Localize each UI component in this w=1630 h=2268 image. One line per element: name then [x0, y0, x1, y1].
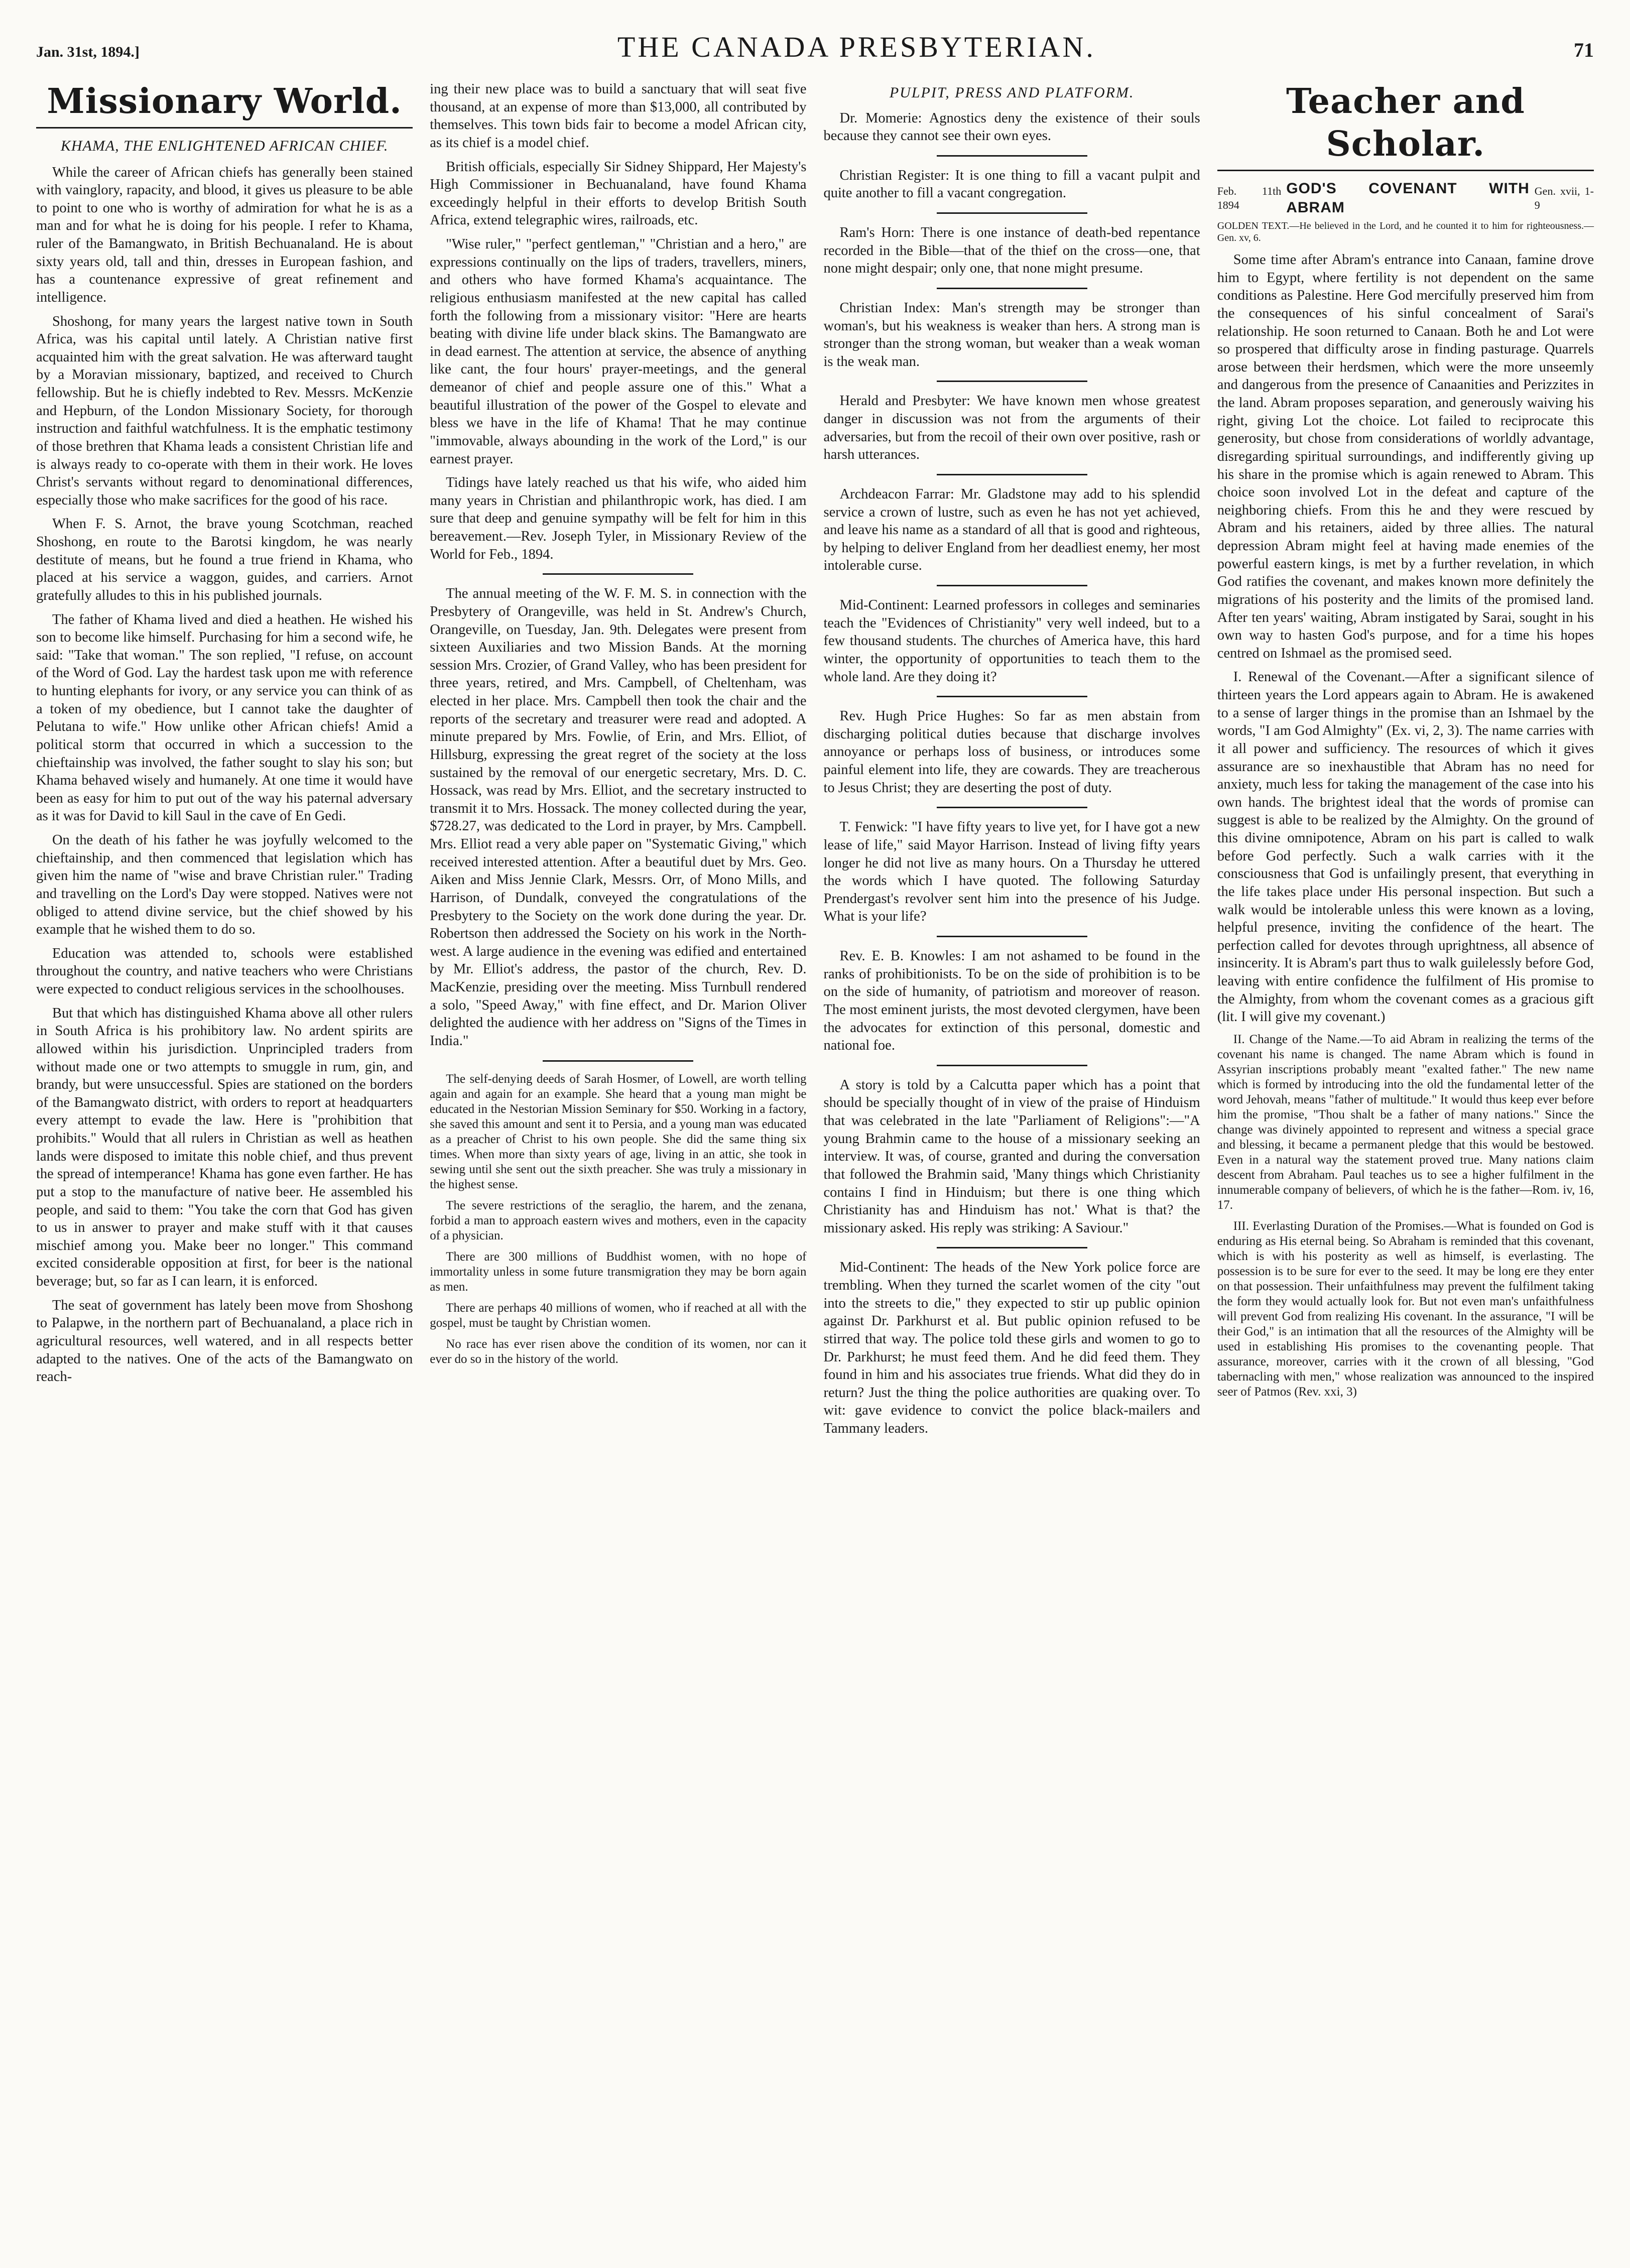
page-number: 71: [1574, 39, 1594, 61]
quote-item: Herald and Presbyter: We have known men whose greatest danger in discussion was not from the arguments of their adversaries, but from the recoil of their own over positive, rash or harsh utterances.: [823, 393, 1200, 463]
lesson-paragraph: I. Renewal of the Covenant.—After a significant silence of thirteen years the Lord appears again to Abram. He is awakened to a sense of larger things in the promise than an Ishmael by the words, "I am God Almighty" (Ex. vi, 2, 3). The name carries with it all power and sufficiency. The resources of which it gives assurance are so inexhaustible that Abram has no need for anxiety, much less for taking the management of the case into his own hands. The brightest ideal that the words of promise can suggest is able to be realized by the Almighty. On the ground of this divine omnipotence, Abram on his part is called to walk before God perfectly. Such a walk carries with it the consciousness that God is unfailingly present, that everything in the life takes place under His personal inspection. But such a walk would be intolerable unless this were known as a loving, helpful presence, inviting the confidence of the heart. The perfection called for devotes through uprightness, all absence of insincerity. It is Abram's part thus to walk guilelessly before God, leaving with entire confidence the fulfilment of His promise to the Almighty, from whom the covenant comes as a gracious gift (lit. I will give my covenant.): [1217, 669, 1594, 1025]
quote-item: Christian Register: It is one thing to fill a vacant pulpit and quite another to fill a vacant congregation.: [823, 167, 1200, 201]
article-paragraph: The self-denying deeds of Sarah Hosmer, of Lowell, are worth telling again and again for an example. She heard that a young man might be educated in the Nestorian Mission Seminary for $50. Working in a factory, she saved this amount and sent it to Persia, and a young man was educated as a preacher of Christ to his own people. She did the same thing six times. When more than sixty years of age, living in an attic, she took in sewing until she sent out the sixth preacher. She was truly a missionary in the highest sense.: [430, 1072, 807, 1191]
lesson-paragraph: II. Change of the Name.—To aid Abram in realizing the terms of the covenant his name is changed. The name Abram which is found in Assyrian inscriptions probably meant "exalted father." The new name which is formed by introducing into the old the fundamental letter of the word Jehovah, means "father of multitude." It would thus keep ever before him the promise, "Thou shalt be a father of many nations." Since the change was divinely appointed to represent and witness a special grace and blessing, it became a permanent pledge that this would be bestowed. Even in a natural way the statement proved true. Many nations claim descent from Abraham. Paul teaches us to see a higher fulfilment in the innumerable company of believers, of which he is the father—Rom. iv, 16, 17.: [1217, 1032, 1594, 1212]
section-heading-pulpit: PULPIT, PRESS AND PLATFORM.: [889, 84, 1135, 101]
divider: [36, 127, 413, 129]
column-teacher-and-scholar: [1217, 80, 1594, 1444]
article-paragraph: Education was attended to, schools were established throughout the country, and native teachers who were Christians were expected to conduct religious services in the schoolhouses.: [36, 945, 413, 997]
masthead: THE CANADA PRESBYTERIAN.: [617, 31, 1096, 63]
section-title-teacher-scholar: Teacher and Scholar.: [1286, 81, 1525, 164]
section-title-missionary-world: Missionary World.: [47, 81, 402, 121]
divider: [543, 1060, 693, 1062]
divider: [1217, 170, 1594, 171]
quote-item: Christian Index: Man's strength may be stronger than woman's, but his weakness is weaker than hers. A strong man is stronger than the strong woman, but weaker than a weak woman is the weak man.: [823, 300, 1200, 369]
divider: [937, 288, 1087, 289]
article-paragraph: ing their new place was to build a sanctuary that will seat five thousand, at an expense of more than $13,000, all contributed by themselves. This town bids fair to become a model African city, as its chief is a model chief.: [430, 81, 807, 151]
divider: [937, 1065, 1087, 1066]
divider: [937, 696, 1087, 697]
divider: [937, 474, 1087, 475]
article-paragraph: But that which has distinguished Khama above all other rulers in South Africa is his prohibitory law. No ardent spirits are allowed within his jurisdiction. Unprincipled traders from without made one or two attempts to smuggle in rum, gin, and brandy, but were unsuccessful. Spies are stationed on the borders of the Bamangwato district, with orders to report at headquarters every attempt to evade the law. Here is "prohibition that prohibits." Would that all rulers in Christian as well as heathen lands were disposed to imitate this noble chief, and thus prevent the spread of intemperance! Khama has gone even farther. He has put a stop to the manufacture of native beer. He assembled his people, and said to them: "You take the corn that God has given to us in answer to prayer and make stuff with it that causes mischief among you. Make beer no longer." This command excited considerable opposition at first, for beer is the national beverage; but, so far as I can learn, it is enforced.: [36, 1005, 413, 1289]
column-missionary-continued: [430, 80, 806, 1444]
quote-item: A story is told by a Calcutta paper which has a point that should be specially thought of in view of the praise of Hinduism that was celebrated in the late "Parliament of Religions":—"A young Brahmin came to the house of a missionary seeking an interview. It was, of course, granted and during the conversation that followed the Brahmin said, 'Many things which Christianity contains I find in Hinduism; but there is one thing which Christianity has and Hinduism has not.' What is that? the missionary asked. His reply was striking: A Saviour.": [823, 1077, 1200, 1236]
quote-item: Rev. Hugh Price Hughes: So far as men abstain from discharging political duties because that discharge involves annoyance or perhaps loss of business, or introduces some painful element into life, they are cowards. They are treacherous to Jesus Christ; they are deserting the post of duty.: [823, 708, 1200, 796]
quote-item: Dr. Momerie: Agnostics deny the existence of their souls because they cannot see their own eyes.: [823, 110, 1200, 144]
quote-item: Archdeacon Farrar: Mr. Gladstone may add to his splendid service a crown of lustre, such as even he has not yet achieved, and leave his name as a standard of all that is good and righteous, by helping to deliver England from her deadliest enemy, her most intolerable curse.: [823, 486, 1200, 574]
divider: [937, 936, 1087, 937]
article-paragraph: The seat of government has lately been move from Shoshong to Palapwe, in the northern part of Bechuanaland, a place rich in agricultural resources, well watered, and in all respects better adapted to the natives. One of the acts of the Bamangwato on reach-: [36, 1297, 413, 1385]
divider: [937, 807, 1087, 808]
quote-item: Mid-Continent: Learned professors in colleges and seminaries teach the "Evidences of Christianity" very well indeed, but to a few thousand students. The churches of America have, this hard winter, the opportunity of opportunities to teach them to the whole land. Are they doing it?: [823, 597, 1200, 685]
article-paragraph: The father of Khama lived and died a heathen. He wished his son to become like himself. Purchasing for him a second wife, he said: "Take that woman." The son replied, "I refuse, on account of the Word of God. Lay the hardest task upon me with reference to hunting elephants for ivory, or any service you can think of as a token of my obedience, but I cannot take the daughter of Pelutana to wife." How unlike other African chiefs! Amid a political storm that occurred in which a succession to the chieftainship was involved, the father sought to slay his son; but Khama behaved wisely and humanely. At one time it would have been as easy for him to put out of the way his paternal adversary as it was for David to kill Saul in the cave of En Gedi.: [36, 611, 413, 824]
divider: [937, 585, 1087, 586]
article-paragraph: When F. S. Arnot, the brave young Scotchman, reached Shoshong, en route to the Barotsi kingdom, he was nearly destitute of means, but he found a true friend in Khama, who placed at his service a waggon, guides, and carriers. Arnot gratefully alludes to this in his published journals.: [36, 516, 413, 603]
divider: [543, 573, 693, 575]
article-paragraph: "Wise ruler," "perfect gentleman," "Christian and a hero," are expressions continually on the lips of traders, travellers, miners, and others who have formed Khama's acquaintance. The religious enthusiasm manifested at the new capital has called forth the following from a missionary visitor: "Here are hearts beating with divine life under black skins. The Bamangwato are in dead earnest. The attention at service, the absence of anything like cant, the four hours' prayer-meetings, and the general demeanor of chief and people assure one of this." What a beautiful illustration of the power of the Gospel to elevate and bless we have in the life of Khama! That he may continue "immovable, always abounding in the work of the Lord," is our earnest prayer.: [430, 236, 807, 467]
article-paragraph: British officials, especially Sir Sidney Shippard, Her Majesty's High Commissioner in Bechuanaland, have found Khama exceedingly helpful in their efforts to develop British South Africa, extend telegraphic wires, railroads, etc.: [430, 159, 807, 228]
article-paragraph: The severe restrictions of the seraglio, the harem, and the zenana, forbid a man to approach eastern wives and mothers, even in the capacity of a physician.: [430, 1198, 807, 1242]
article-headline: KHAMA, THE ENLIGHTENED AFRICAN CHIEF.: [60, 138, 389, 154]
lesson-reference: Gen. xvii, 1-9: [1534, 185, 1594, 211]
lesson-header: [1217, 179, 1594, 217]
lesson-paragraph: Some time after Abram's entrance into Canaan, famine drove him to Egypt, where fertility is not dependent on the same conditions as Palestine. Here God mercifully preserved him from the consequences of his sinful concealment of Sarai's relationship. He soon returned to Canaan. Both he and Lot were so prospered that difficulty arose in finding pasturage. Quarrels arose between their herdsmen, which were the more unseemly and dangerous from the presence of Canaanities and Perizzites in the land. Abram proposes separation, and generously waiving his right, giving Lot the choice. Lot failed to reciprocate this generosity, but chose from considerations of worldly advantage, disregarding spiritual surroundings, and indifferently giving up his share in the promise which is again renewed to Abram. This choice soon involved Lot in the defeat and capture of the neighboring chiefs. From this he and they were rescued by Abram and his retainers, aided by three allies. The natural depression Abram might feel at having made enemies of the powerful eastern kings, is met by a further revelation, in which God ratifies the covenant, and makes known more definitely the migrations of his posterity and the limits of the promised land. After ten years' waiting, Abram instigated by Sarai, sought in his own way to hasten God's purpose, and for a time his hopes centred on Ishmael as the promised seed.: [1217, 252, 1594, 661]
divider: [937, 381, 1087, 382]
column-missionary-world: [36, 80, 413, 1444]
quote-item: Ram's Horn: There is one instance of death-bed repentance recorded in the Bible—that of the thief on the cross—one, that none might despair; only one, that none might presume.: [823, 225, 1200, 277]
article-paragraph: While the career of African chiefs has generally been stained with vainglory, rapacity, and blood, it gives us pleasure to be able to point to one who is worthy of admiration for what he is as a man and for what he is doing for his people. I refer to Khama, ruler of the Bamangwato, in British Bechuanaland. He is about sixty years old, tall and thin, dresses in European fashion, and has a countenance expressive of great refinement and intelligence.: [36, 164, 413, 305]
article-paragraph: No race has ever risen above the condition of its women, nor can it ever do so in the history of the world.: [430, 1337, 807, 1366]
lesson-title: GOD'S COVENANT WITH ABRAM: [1286, 180, 1530, 216]
issue-date: Jan. 31st, 1894.]: [36, 44, 140, 60]
article-paragraph: Shoshong, for many years the largest native town in South Africa, was his capital until lately. A Christian native first acquainted him with the great salvation. He was afterward taught by a Moravian missionary, baptized, and received to Church fellowship. But he is chiefly indebted to Rev. Messrs. McKenzie and Hepburn, of the London Missionary Society, for thorough instruction and faithful watchfulness. It is the emphatic testimony of those brethren that Khama leads a consistent Christian life and is always ready to co-operate with them in their work. He loves Christ's servants without regard to denominational differences, especially those who make sacrifices for the good of his race.: [36, 313, 413, 508]
divider: [937, 212, 1087, 214]
divider: [937, 155, 1087, 157]
lesson-date: Feb. 11th 1894: [1217, 185, 1282, 211]
article-paragraph: There are perhaps 40 millions of women, who if reached at all with the gospel, must be taught by Christian women.: [430, 1301, 807, 1330]
article-paragraph: Tidings have lately reached us that his wife, who aided him many years in Christian and philanthropic work, has died. I am sure that deep and genuine sympathy will be felt for him in this bereavement.—Rev. Joseph Tyler, in Missionary Review of the World for Feb., 1894.: [430, 475, 807, 562]
page-header: [36, 30, 1594, 70]
divider: [937, 1247, 1087, 1248]
article-paragraph: The annual meeting of the W. F. M. S. in connection with the Presbytery of Orangeville, was held in St. Andrew's Church, Orangeville, on Tuesday, Jan. 9th. Delegates were present from sixteen Auxiliaries and two Mission Bands. At the morning session Mrs. Crozier, of Grand Valley, who has been president for three years, retired, and Mrs. Campbell, of Cheltenham, was elected in her place. Mrs. Campbell then took the chair and the reports of the secretary and treasurer were read and adopted. A minute prepared by Mrs. Fowlie, of Erin, and Mrs. Elliot, of Hillsburg, expressing the great regret of the society at the loss sustained by the removal of our energetic secretary, Mrs. D. C. Hossack, was read by Mrs. Elliot, and the secretary instructed to transmit it to Mrs. Hossack. The money collected during the year, $728.27, was dedicated to the Lord in prayer, by Mrs. Campbell. Mrs. Elliot read a very able paper on "Systematic Giving," which received interested attention. After a beautiful duet by Mrs. Geo. Aiken and Miss Jennie Clark, Messrs. Orr, of Mono Mills, and Harrison, of Dundalk, conveyed the congratulations of the Presbytery to the Society on the work done during the year. Dr. Robertson then addressed the Society on his work in the North-west. A large audience in the evening was edified and entertained by Mr. Elliot's address, the pastor of the church, Rev. D. MacKenzie, presiding over the meeting. Miss Turnbull rendered a solo, "Speed Away," with fine effect, and Dr. Marion Oliver delighted the audience with her address on "Signs of the Times in India.": [430, 586, 807, 1049]
quote-item: Rev. E. B. Knowles: I am not ashamed to be found in the ranks of prohibitionists. To be on the side of prohibition is to be on the side of humanity, of patriotism and moreover of reason. The most eminent jurists, the most devoted clergymen, have been the advocates for extinction of this personal, domestic and national foe.: [823, 948, 1200, 1054]
article-paragraph: On the death of his father he was joyfully welcomed to the chieftainship, and then commenced that legislation which has given him the name of "wise and brave Christian ruler." Trading and travelling on the Lord's Day were stopped. Natives were not obliged to attend divine service, but the chief showed by his example that he wished them to do so.: [36, 832, 413, 938]
quote-item: T. Fenwick: "I have fifty years to live yet, for I have got a new lease of life," said Mayor Harrison. Instead of living fifty years longer he did not live as many hours. On a Thursday he uttered the words which I have quoted. The following Saturday Prendergast's revolver sent him into the presence of his Judge. What is your life?: [823, 819, 1200, 925]
golden-text: GOLDEN TEXT.—He believed in the Lord, and he counted it to him for righteousness.—Gen. xv, 6.: [1217, 220, 1594, 243]
quote-item: Mid-Continent: The heads of the New York police force are trembling. When they turned the scarlet women of the city "out into the streets to die," they expected to stir up public opinion against Dr. Parkhurst et al. But public opinion refused to be stirred that way. The police told these girls and women to go to Dr. Parkhurst; he must feed them. And he did feed them. They found in him and his associates true friends. What did they do in return? Just the thing the police authorities are quaking over. To wit: gave evidence to convict the police black-mailers and Tammany leaders.: [823, 1259, 1200, 1436]
columns: [36, 80, 1594, 1444]
article-paragraph: There are 300 millions of Buddhist women, with no hope of immortality unless in some future transmigration they may be born again as men.: [430, 1249, 807, 1294]
lesson-paragraph: III. Everlasting Duration of the Promises.—What is founded on God is enduring as His eternal being. So Abraham is reminded that this covenant, which is with his posterity as well as himself, is everlasting. The possession is to be sure for ever to the seed. It may be long ere they enter on that possession. Their unfaithfulness may prevent the fulfilment taking the form they would actually look for. But not even man's unfaithfulness will prevent God from realizing His covenant. In the assurance, "I will be their God," is an intimation that all the resources of the Almighty will be used in establishing His promises to the covenanting people. That assurance, moreover, carries with it the crown of all blessing, "God tabernacling with men," whose realization was announced to the inspired seer of Patmos (Rev. xxi, 3): [1217, 1219, 1594, 1399]
column-pulpit-press-platform: [824, 80, 1200, 1444]
